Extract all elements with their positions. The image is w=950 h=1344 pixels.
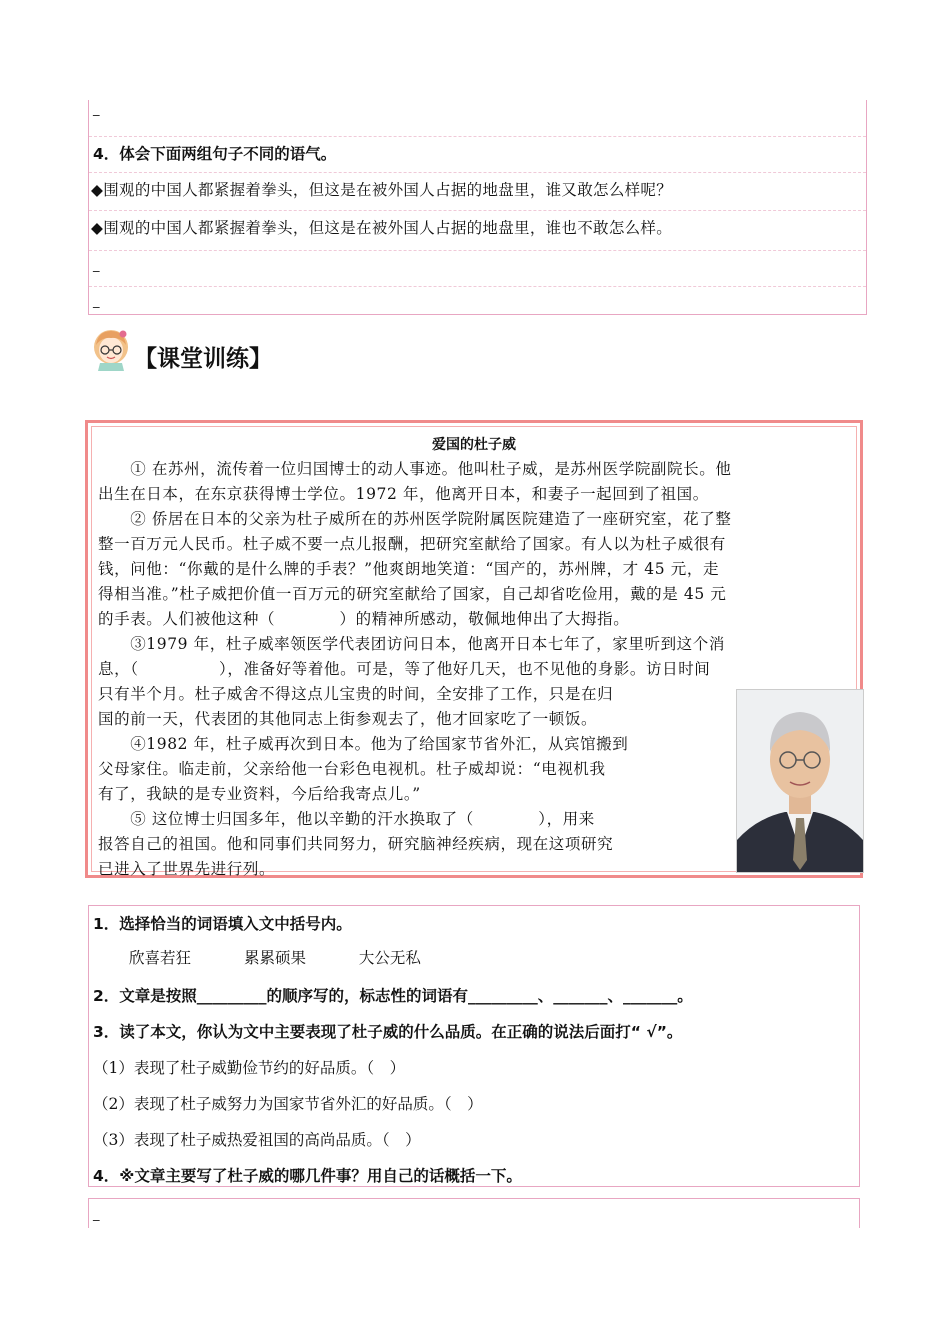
question-4-title: 4．体会下面两组句子不同的语气。 [93, 145, 337, 163]
passage-line: 出生在日本，在东京获得博士学位。1972 年，他离开日本，和妻子一起回到了祖国。 [98, 485, 709, 503]
passage-line: 的手表。人们被他这种（ ）的精神所感动，敬佩地伸出了大拇指。 [98, 610, 630, 628]
passage-line: 得相当准。”杜子威把价值一百万元的研究室献给了国家，自己却省吃俭用，戴的是 45 元 [98, 585, 727, 603]
question-2[interactable]: 2．文章是按照_________的顺序写的，标志性的词语有_________、_______、_______。 [93, 987, 693, 1005]
question-3-option[interactable]: （3）表现了杜子威热爱祖国的高尚品质。（ ） [93, 1131, 421, 1149]
divider [89, 286, 866, 287]
answer-blank[interactable]: _ [93, 1207, 100, 1222]
passage-line: 已进入了世界先进行列。 [98, 860, 276, 878]
passage-line: 只有半个月。杜子威舍不得这点儿宝贵的时间，全安排了工作，只是在归 [98, 685, 614, 703]
reading-passage [85, 420, 863, 878]
divider [89, 250, 866, 251]
question-4: 4．※文章主要写了杜子威的哪几件事？用自己的话概括一下。 [93, 1167, 522, 1185]
passage-line: ① 在苏州，流传着一位归国博士的动人事迹。他叫杜子威，是苏州医学院副院长。他 [98, 460, 732, 478]
passage-line: 报答自己的祖国。他和同事们共同努力，研究脑神经疾病，现在这项研究 [98, 835, 614, 853]
portrait-photo [736, 689, 864, 873]
divider [89, 172, 866, 173]
passage-line: ② 侨居在日本的父亲为杜子威所在的苏州医学院附属医院建造了一座研究室，花了整 [98, 510, 732, 528]
sentence-b: ◆围观的中国人都紧握着拳头，但这是在被外国人占据的地盘里，谁也不敢怎么样。 [91, 219, 673, 237]
section-title: 【课堂训练】 [134, 346, 272, 372]
top-question-box [88, 100, 867, 315]
divider [89, 210, 866, 211]
word-choice: 欣喜若狂 [129, 949, 192, 967]
passage-line: ③1979 年，杜子威率领医学代表团访问日本，他离开日本七年了，家里听到这个消 [98, 635, 725, 653]
word-choice: 累累硕果 [243, 949, 306, 967]
question-3-option[interactable]: （1）表现了杜子威勤俭节约的好品质。（ ） [93, 1059, 406, 1077]
divider [89, 136, 866, 137]
question-1: 1．选择恰当的词语填入文中括号内。 [93, 915, 352, 933]
passage-line: 息，（ ），准备好等着他。可是，等了他好几天，也不见他的身影。访日时间 [98, 660, 711, 678]
passage-title: 爱国的杜子威 [432, 437, 516, 453]
answer-blank[interactable]: _ [93, 294, 100, 309]
passage-line: 钱，问他：“你戴的是什么牌的手表？”他爽朗地笑道：“国产的，苏州牌，才 45 元，走 [98, 560, 720, 578]
passage-line: ⑤ 这位博士归国多年，他以辛勤的汗水换取了（ ），用来 [98, 810, 595, 828]
passage-line: 国的前一天，代表团的其他同志上街参观去了，他才回家吃了一顿饭。 [98, 710, 598, 728]
question-3-option[interactable]: （2）表现了杜子威努力为国家节省外汇的好品质。（ ） [93, 1095, 483, 1113]
answer-blank[interactable]: _ [93, 258, 100, 273]
passage-line: 整一百万元人民币。杜子威不要一点儿报酬，把研究室献给了国家。有人以为杜子威很有 [98, 535, 726, 553]
sentence-a: ◆围观的中国人都紧握着拳头，但这是在被外国人占据的地盘里，谁又敢怎么样呢？ [91, 181, 673, 199]
word-choice: 大公无私 [358, 949, 421, 967]
word-choices [129, 946, 469, 968]
girl-avatar-icon [90, 325, 132, 371]
question-3: 3．读了本文，你认为文中主要表现了杜子威的什么品质。在正确的说法后面打“ √”。 [93, 1023, 683, 1041]
passage-line: ④1982 年，杜子威再次到日本。他为了给国家节省外汇，从宾馆搬到 [98, 735, 629, 753]
answer-blank[interactable]: _ [93, 102, 100, 117]
questions-box [88, 905, 860, 1187]
passage-line: 有了，我缺的是专业资料，今后给我寄点儿。” [98, 785, 421, 803]
answer-area-box [88, 1198, 860, 1228]
passage-line: 父母家住。临走前，父亲给他一台彩色电视机。杜子威却说：“电视机我 [98, 760, 606, 778]
